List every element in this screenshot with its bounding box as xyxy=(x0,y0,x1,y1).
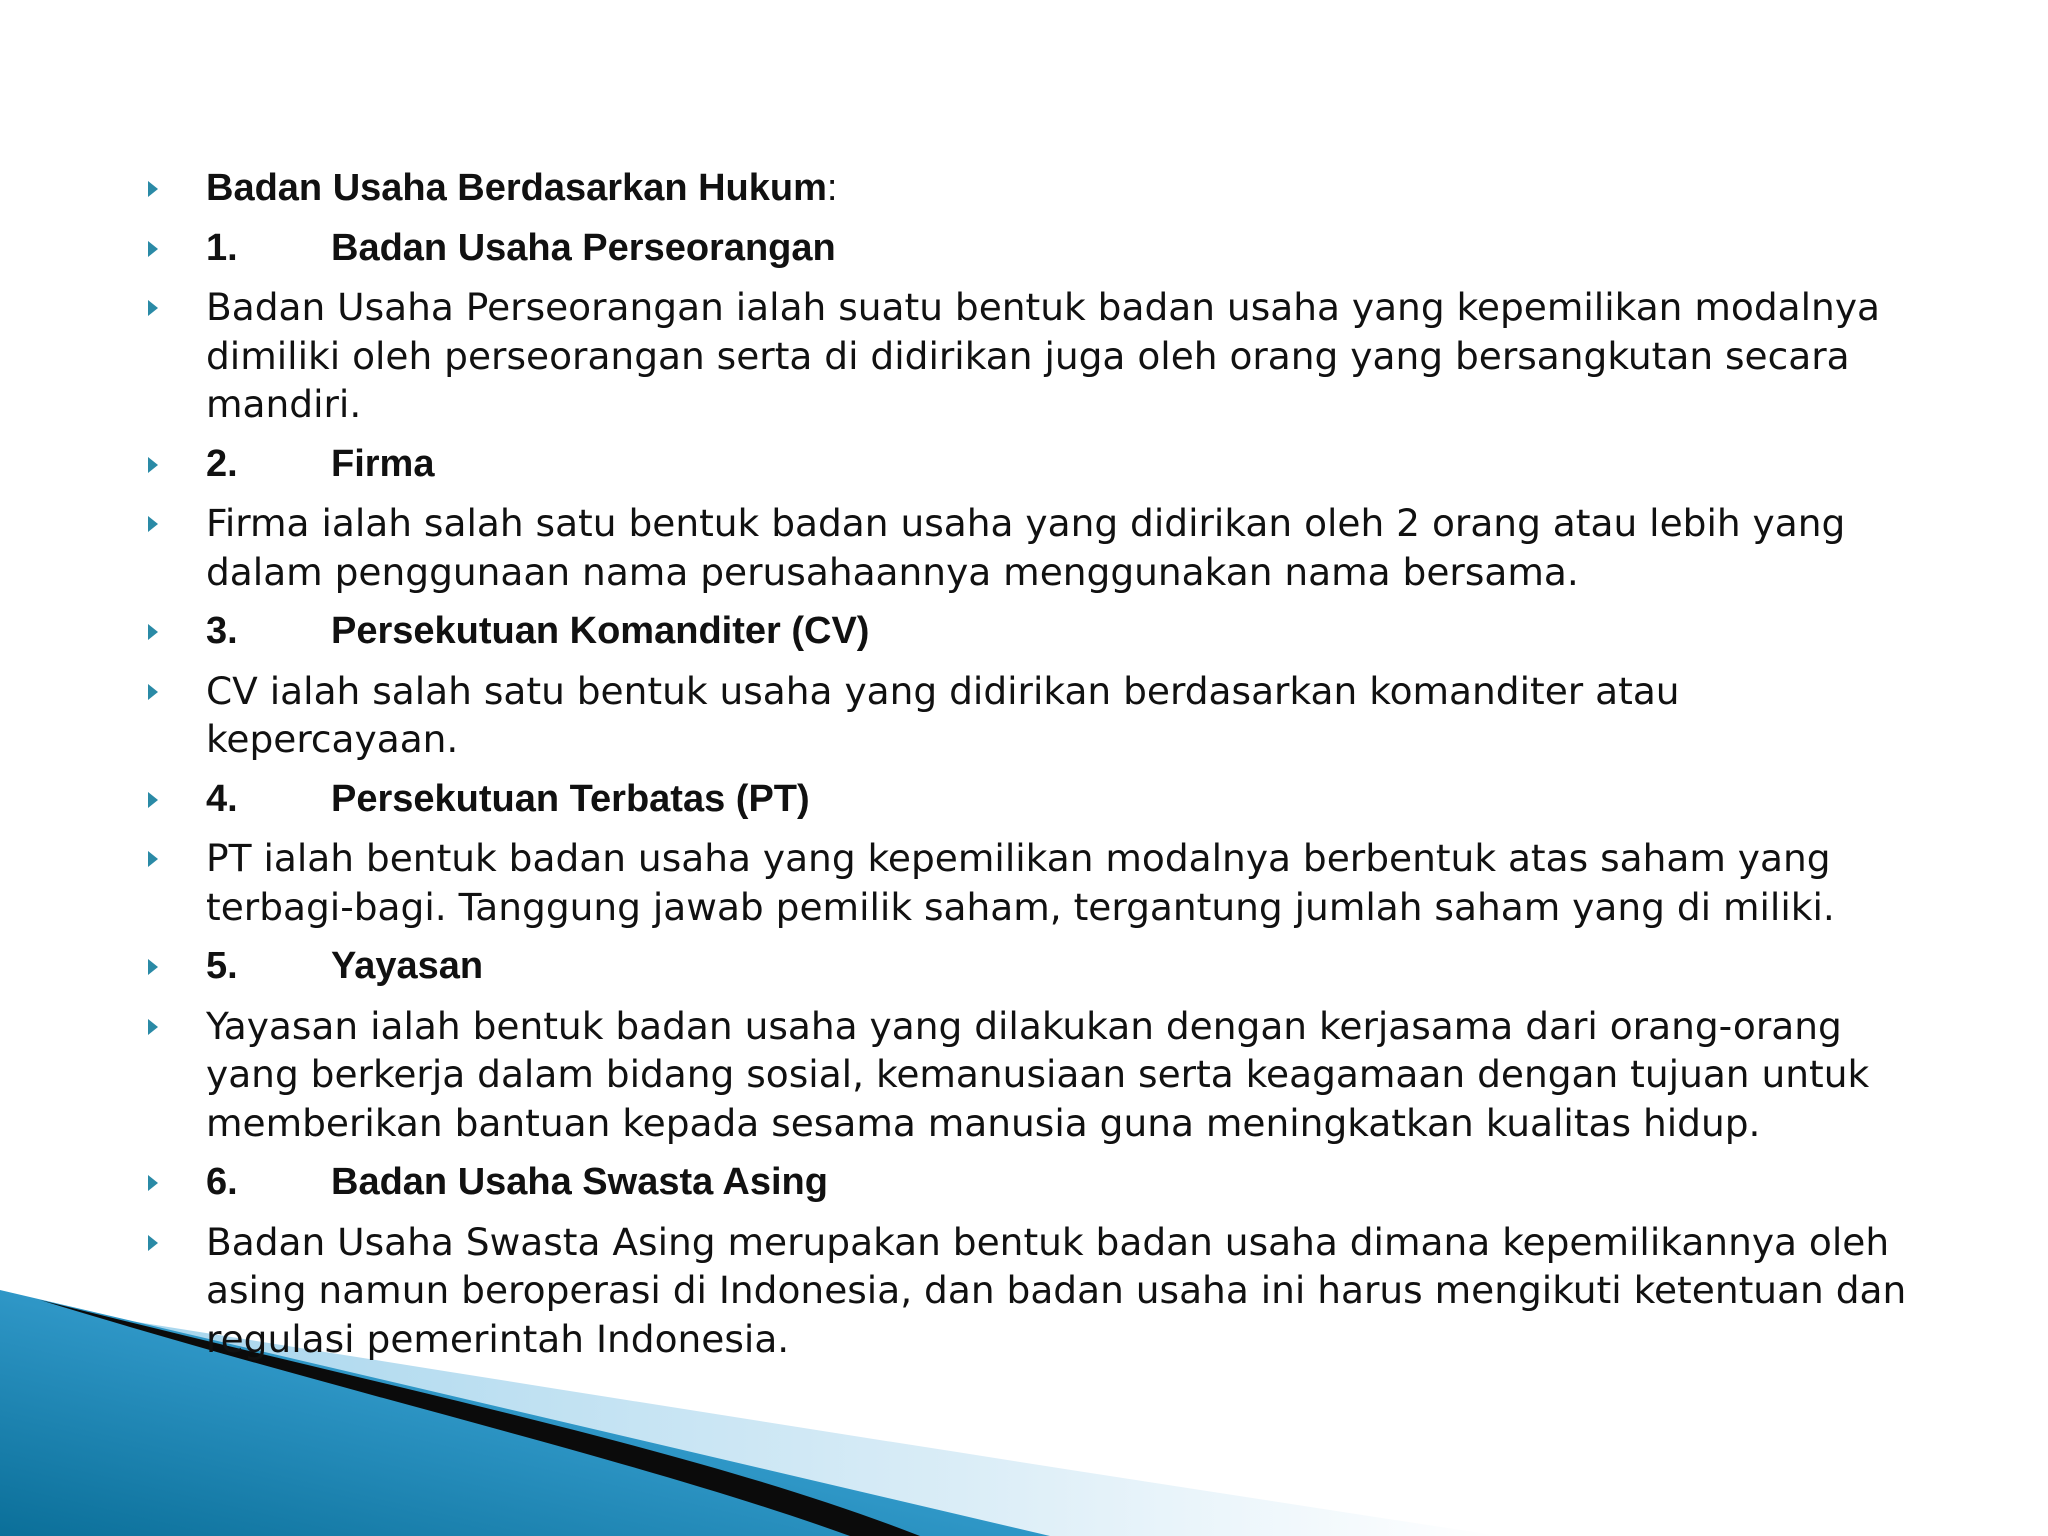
bullet-heading-5 xyxy=(140,942,1940,991)
heading-label: Badan Usaha Perseorangan xyxy=(331,226,836,269)
body-text: Yayasan ialah bentuk badan usaha yang dilakukan dengan kerjasama dari orang-orang yang berkerja dalam bidang sosial, kemanusiaan serta keagamaan dengan tujuan untuk memberikan bantuan kepada sesama manusia guna meningkatkan kualitas hidup. xyxy=(206,1003,1870,1145)
bullet-heading-6 xyxy=(140,1158,1940,1207)
bullet-heading-intro xyxy=(140,164,1940,213)
bullet-arrow-icon xyxy=(148,1175,158,1191)
bullet-heading-3 xyxy=(140,607,1940,656)
bullet-arrow-icon xyxy=(148,181,158,197)
body-text: Badan Usaha Swasta Asing merupakan bentuk badan usaha dimana kepemilikannya oleh asing namun beroperasi di Indonesia, dan badan usaha ini harus mengikuti ketentuan dan regulasi pemerintah Indonesia. xyxy=(206,1219,1907,1361)
body-text: Badan Usaha Perseorangan ialah suatu bentuk badan usaha yang kepemilikan modalnya dimiliki oleh perseorangan serta di didirikan juga oleh orang yang bersangkutan secara mandiri. xyxy=(206,285,1880,426)
bullet-arrow-icon xyxy=(148,792,158,808)
bullet-arrow-icon xyxy=(148,959,158,975)
heading-label: Badan Usaha Berdasarkan Hukum xyxy=(206,167,827,209)
heading-label: Persekutuan Terbatas (PT) xyxy=(331,777,810,820)
bullet-arrow-icon xyxy=(148,624,158,640)
heading-colon: : xyxy=(826,167,838,209)
bullet-body-1 xyxy=(140,283,1940,429)
heading-label: Badan Usaha Swasta Asing xyxy=(331,1161,828,1203)
bullet-heading-1 xyxy=(140,224,1940,273)
bullet-body-2 xyxy=(140,499,1940,596)
bullet-arrow-icon xyxy=(148,851,158,867)
body-text: CV ialah salah satu bentuk usaha yang didirikan berdasarkan komanditer atau kepercayaan. xyxy=(206,668,1680,761)
body-text: PT ialah bentuk badan usaha yang kepemilikan modalnya berbentuk atas saham yang terbagi-bagi. Tanggung jawab pemilik saham, tergantung jumlah saham yang di miliki. xyxy=(206,836,1835,929)
heading-number: 1. xyxy=(206,226,238,269)
heading-label: Yayasan xyxy=(331,945,484,987)
bullet-arrow-icon xyxy=(148,457,158,473)
bullet-arrow-icon xyxy=(148,300,158,316)
bullet-list xyxy=(140,164,1940,1374)
bullet-arrow-icon xyxy=(148,1235,158,1251)
bullet-arrow-icon xyxy=(148,516,158,532)
bullet-heading-2 xyxy=(140,440,1940,489)
heading-number: 2. xyxy=(206,442,238,485)
bullet-body-6 xyxy=(140,1218,1940,1364)
heading-number: 5. xyxy=(206,945,238,987)
heading-number: 6. xyxy=(206,1161,238,1203)
heading-label: Firma xyxy=(331,442,435,485)
heading-number: 4. xyxy=(206,777,238,820)
heading-label: Persekutuan Komanditer (CV) xyxy=(331,610,870,652)
body-text: Firma ialah salah satu bentuk badan usaha yang didirikan oleh 2 orang atau lebih yang dalam penggunaan nama perusahaannya menggunakan nama bersama. xyxy=(206,501,1846,594)
bullet-body-3 xyxy=(140,667,1940,764)
bullet-body-5 xyxy=(140,1002,1940,1148)
bullet-heading-4 xyxy=(140,775,1940,824)
bullet-body-4 xyxy=(140,834,1940,931)
heading-number: 3. xyxy=(206,610,238,652)
bullet-arrow-icon xyxy=(148,1019,158,1035)
bullet-arrow-icon xyxy=(148,241,158,257)
bullet-arrow-icon xyxy=(148,684,158,700)
